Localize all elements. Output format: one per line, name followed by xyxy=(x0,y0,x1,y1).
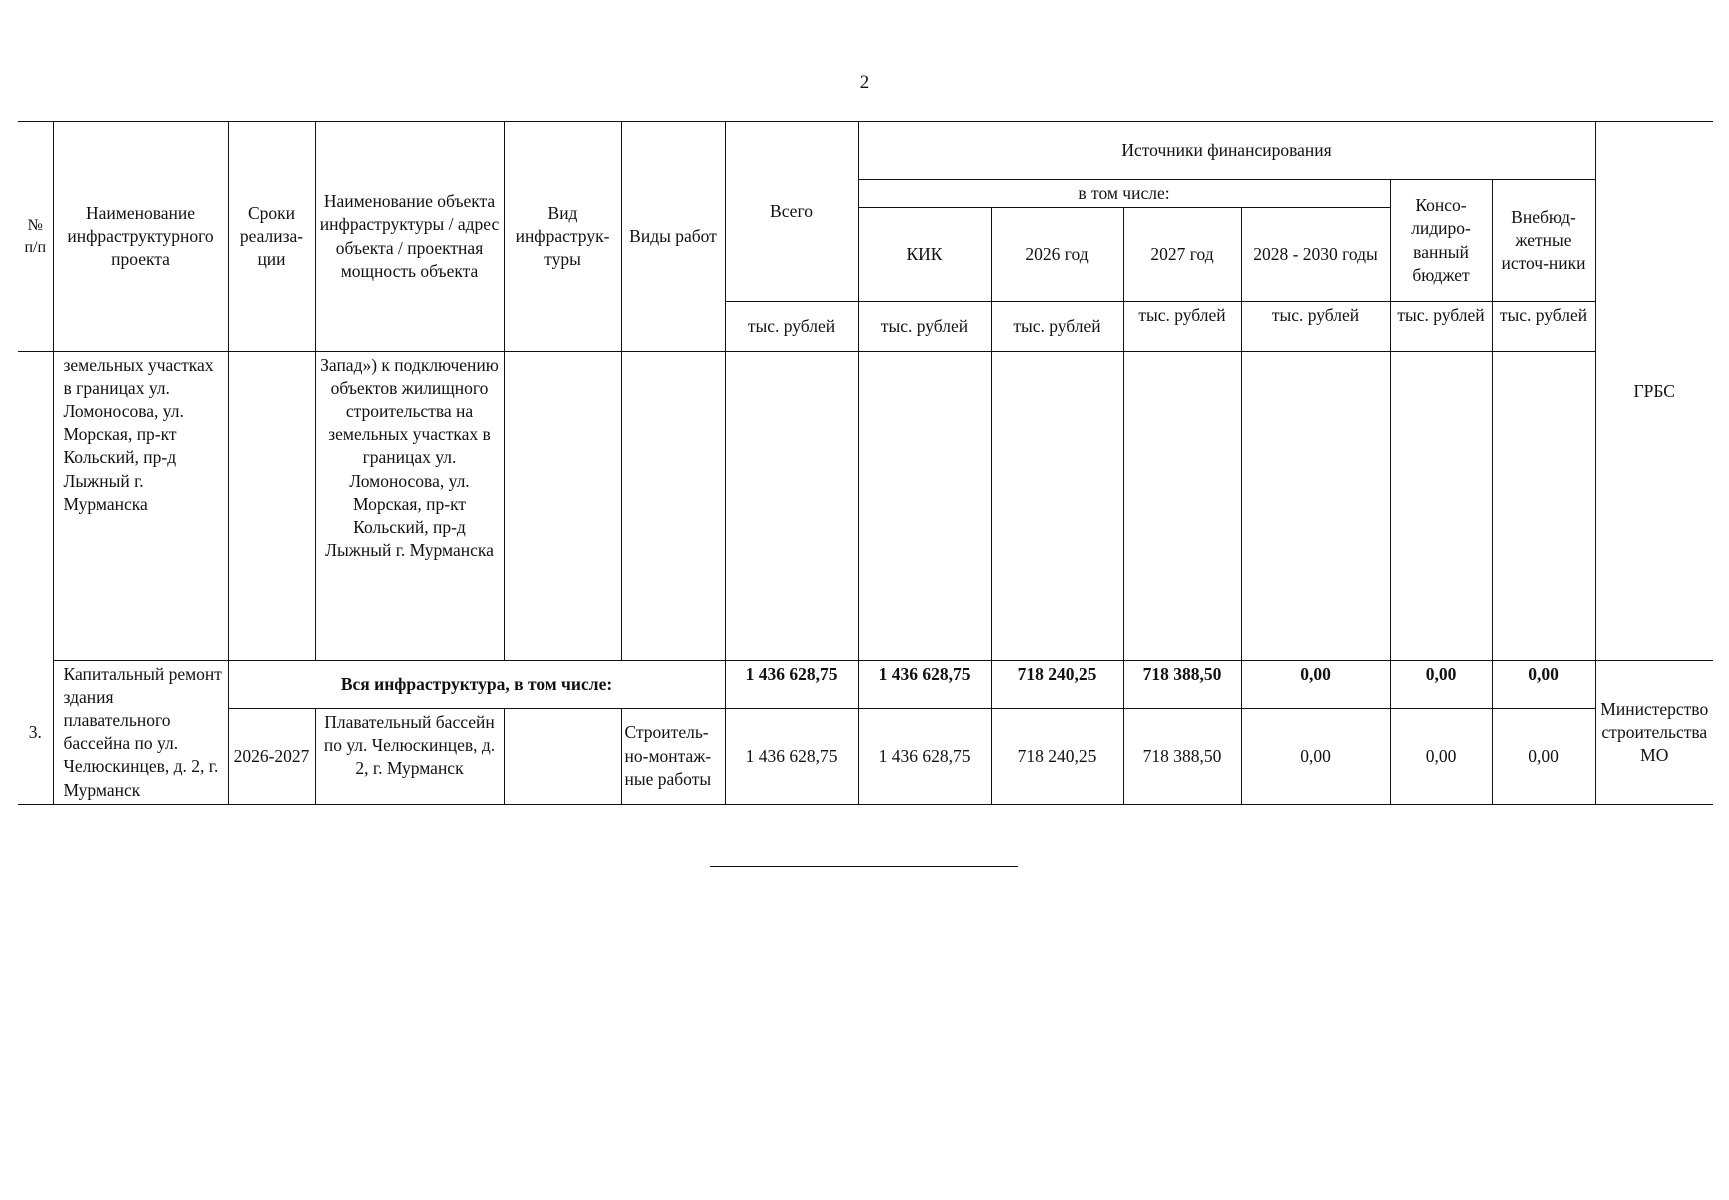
page-number: 2 xyxy=(859,72,870,93)
continuation-num xyxy=(18,352,53,661)
row3-detail-consolidated: 0,00 xyxy=(1390,708,1492,804)
header-timing: Сроки реализа-ции xyxy=(228,122,315,352)
unit-kik: тыс. рублей xyxy=(858,302,991,352)
continuation-consolidated xyxy=(1390,352,1492,661)
header-including: в том числе: xyxy=(858,180,1390,208)
continuation-project-name: земельных участках в границах ул. Ломоносова, ул. Морская, пр-кт Кольский, пр-д Лыжный г. Мурманска xyxy=(53,352,228,661)
row3-project-name: Капитальный ремонт здания плавательного бассейна по ул. Челюскинцев, д. 2, г. Мурманск xyxy=(53,661,228,805)
row3-detail-2027: 718 388,50 xyxy=(1123,708,1241,804)
continuation-timing xyxy=(228,352,315,661)
header-total: Всего xyxy=(725,122,858,302)
row3-summary-consolidated: 0,00 xyxy=(1390,661,1492,709)
header-work-types: Виды работ xyxy=(621,122,725,352)
continuation-offbudget xyxy=(1492,352,1595,661)
infrastructure-table xyxy=(18,121,1713,805)
footer-divider xyxy=(710,866,1018,867)
continuation-object-name: Запад») к подключению объектов жилищного строительства на земельных участках в границах ул. Ломоносова, ул. Морская, пр-кт Кольский, пр-д Лыжный г. Мурманска xyxy=(315,352,504,661)
unit-2028-2030: тыс. рублей xyxy=(1241,302,1390,352)
continuation-infra-type xyxy=(504,352,621,661)
row3-summary-2028-2030: 0,00 xyxy=(1241,661,1390,709)
continuation-kik xyxy=(858,352,991,661)
header-kik: КИК xyxy=(858,208,991,302)
row3-detail-work-types: Строитель-но-монтаж-ные работы xyxy=(621,708,725,804)
row3-detail-infra-type xyxy=(504,708,621,804)
row3-summary-kik: 1 436 628,75 xyxy=(858,661,991,709)
header-grbs: ГРБС xyxy=(1595,122,1713,661)
unit-2026: тыс. рублей xyxy=(991,302,1123,352)
header-2027: 2027 год xyxy=(1123,208,1241,302)
row3-detail-object-name: Плавательный бассейн по ул. Челюскинцев, д. 2, г. Мурманск xyxy=(315,708,504,804)
unit-offbudget: тыс. рублей xyxy=(1492,302,1595,352)
row3-summary-label: Вся инфраструктура, в том числе: xyxy=(228,661,725,709)
row3-summary-2026: 718 240,25 xyxy=(991,661,1123,709)
continuation-work-types xyxy=(621,352,725,661)
row3-detail-offbudget: 0,00 xyxy=(1492,708,1595,804)
continuation-2027 xyxy=(1123,352,1241,661)
header-infra-type: Вид инфраструк-туры xyxy=(504,122,621,352)
row3-detail-2028-2030: 0,00 xyxy=(1241,708,1390,804)
unit-total: тыс. рублей xyxy=(725,302,858,352)
header-offbudget: Внебюд-жетные источ-ники xyxy=(1492,180,1595,302)
row3-summary-offbudget: 0,00 xyxy=(1492,661,1595,709)
row3-detail-kik: 1 436 628,75 xyxy=(858,708,991,804)
unit-2027: тыс. рублей xyxy=(1123,302,1241,352)
continuation-total xyxy=(725,352,858,661)
header-funding-sources: Источники финансирования xyxy=(858,122,1595,180)
row3-grbs: Министерство строительства МО xyxy=(1595,661,1713,805)
row3-detail-timing: 2026-2027 xyxy=(228,708,315,804)
continuation-2026 xyxy=(991,352,1123,661)
row3-summary-total: 1 436 628,75 xyxy=(725,661,858,709)
header-2026: 2026 год xyxy=(991,208,1123,302)
row3-num: 3. xyxy=(18,661,53,805)
header-2028-2030: 2028 - 2030 годы xyxy=(1241,208,1390,302)
header-project-name: Наименование инфраструктурного проекта xyxy=(53,122,228,352)
row3-detail-2026: 718 240,25 xyxy=(991,708,1123,804)
header-num: № п/п xyxy=(18,122,53,352)
header-consolidated: Консо-лидиро-ванный бюджет xyxy=(1390,180,1492,302)
continuation-2028-2030 xyxy=(1241,352,1390,661)
unit-consolidated: тыс. рублей xyxy=(1390,302,1492,352)
row3-detail-total: 1 436 628,75 xyxy=(725,708,858,804)
row3-summary-2027: 718 388,50 xyxy=(1123,661,1241,709)
header-object-name: Наименование объекта инфраструктуры / адрес объекта / проектная мощность объекта xyxy=(315,122,504,352)
